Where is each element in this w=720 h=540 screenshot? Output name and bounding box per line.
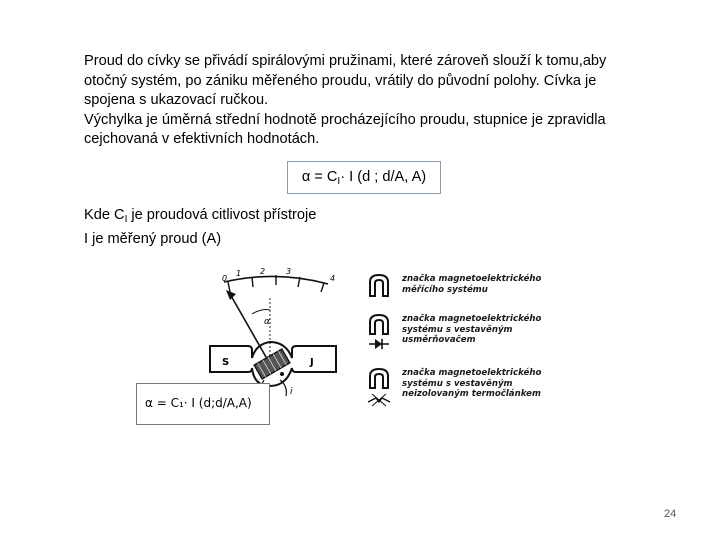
scale-label-0: 0	[222, 274, 228, 283]
scale-label-2: 2	[260, 268, 266, 276]
paragraph-line: spojena s ukazovací ručkou.	[84, 92, 269, 108]
magnet-j-label: J	[310, 357, 314, 368]
formula-sub: I	[337, 176, 341, 187]
page-number: 24	[664, 508, 677, 520]
legend-item	[366, 366, 606, 406]
current-label: i	[290, 387, 293, 397]
paragraph-line: Proud do cívky se přivádí spirálovými pružinami, které zároveň slouží k tomu,aby	[84, 53, 607, 69]
magnet-rectifier-symbol-icon	[366, 312, 392, 352]
legend-line: značka magnetoelektrického	[402, 314, 542, 324]
paragraph-line: cejchovaná v efektivních hodnotách.	[84, 131, 320, 147]
definitions	[84, 206, 316, 249]
magnet-symbol-icon	[366, 272, 392, 300]
legend-line: systému s vestavěným	[402, 324, 513, 335]
scale-label-4: 4	[330, 274, 336, 283]
alpha-label: α	[264, 317, 270, 327]
paragraph-line: Výchylka je úměrná střední hodnotě procházejícího proudu, stupnice je zpravidla	[84, 111, 606, 128]
legend-line: usměrňovačem	[402, 335, 476, 345]
definition-line-2: I je měřený proud (A)	[84, 230, 222, 247]
legend-item	[366, 272, 606, 312]
magnet-s-label: S	[222, 357, 230, 368]
symbol-legend	[366, 272, 606, 412]
legend-line: měřícího systému	[402, 284, 488, 295]
legend-line: systému s vestavěným	[402, 378, 513, 389]
legend-item	[366, 312, 606, 352]
formula-post: · I (d ; d/A, A)	[340, 169, 427, 185]
legend-line: značka magnetoelektrického	[402, 368, 542, 378]
formula-box	[287, 161, 441, 194]
formula-box-secondary: α = C₁· I (d;d/A,A)	[136, 383, 270, 425]
paragraph-line: otočný systém, po zániku měřeného proudu, vrátily do původní polohy. Cívka je	[84, 72, 597, 89]
scale-label-1: 1	[236, 269, 242, 278]
definition-line-1: Kde $C_I$ je proudová citlivost přístroje	[84, 207, 317, 225]
instrument-diagram	[206, 268, 352, 400]
legend-line: značka magnetoelektrického	[402, 274, 542, 284]
scale-label-3: 3	[286, 268, 292, 276]
description-paragraph	[84, 52, 684, 150]
legend-line: neizolovaným termočlánkem	[402, 389, 541, 399]
magnet-thermocouple-symbol-icon	[366, 366, 392, 410]
formula-pre: α = C	[301, 169, 338, 185]
